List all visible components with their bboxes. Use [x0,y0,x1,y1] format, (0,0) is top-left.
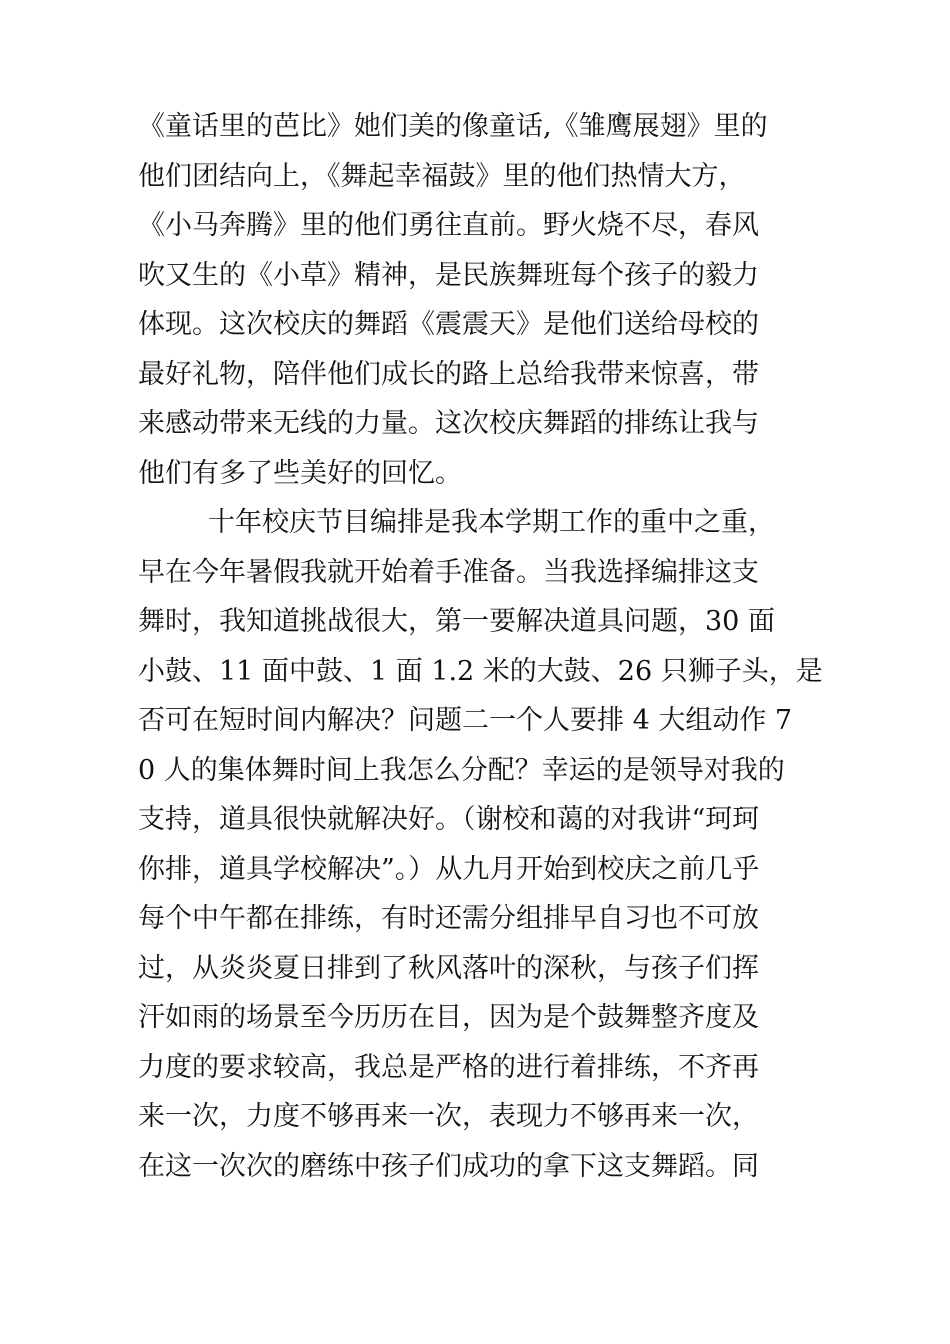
text-line: 否可在短时间内解决？问题二一个人要排 4 大组动作 7 [138,705,793,736]
text-line: 在这一次次的磨练中孩子们成功的拿下这支舞蹈。同 [138,1150,759,1182]
text-line: 他们有多了些美好的回忆。 [138,457,462,489]
text-line: 来一次，力度不够再来一次，表现力不够再来一次， [138,1101,759,1132]
text-line: 过，从炎炎夏日排到了秋风落叶的深秋，与孩子们挥 [138,952,759,984]
text-line: 汗如雨的场景至今历历在目，因为是个鼓舞整齐度及 [138,1002,759,1033]
text-line: 最好礼物，陪伴他们成长的路上总给我带来惊喜，带 [138,358,759,390]
paragraph-2 [138,498,823,1191]
paragraph-1 [138,102,818,498]
text-line: 你排，道具学校解决”。）从九月开始到校庆之前几乎 [138,853,760,885]
text-line: 支持，道具很快就解决好。（谢校和蔼的对我讲“珂珂 [138,804,760,835]
text-line: 早在今年暑假我就开始着手准备。当我选择编排这支 [138,556,759,588]
text-line: 他们团结向上，《舞起幸福鼓》里的他们热情大方， [138,160,746,192]
text-line: 舞时，我知道挑战很大，第一要解决道具问题，30 面 [138,606,775,637]
body-text [138,102,823,1191]
text-line: 十年校庆节目编排是我本学期工作的重中之重， [208,507,775,538]
text-line: 0 人的集体舞时间上我怎么分配？幸运的是领导对我的 [138,754,785,786]
text-line: 小鼓、11 面中鼓、1 面 1.2 米的大鼓、26 只狮子头，是 [138,655,823,687]
text-line: 体现。这次校庆的舞蹈《震震天》是他们送给母校的 [138,309,759,340]
text-line: 《童话里的芭比》她们美的像童话,《雏鹰展翅》里的 [138,111,768,142]
text-line: 《小马奔腾》里的他们勇往直前。野火烧不尽，春风 [138,210,759,241]
text-line: 力度的要求较高，我总是严格的进行着排练，不齐再 [138,1051,759,1083]
text-line: 吹又生的《小草》精神，是民族舞班每个孩子的毅力 [138,259,759,291]
text-line: 每个中午都在排练，有时还需分组排早自习也不可放 [138,903,759,934]
text-line: 来感动带来无线的力量。这次校庆舞蹈的排练让我与 [138,408,759,439]
